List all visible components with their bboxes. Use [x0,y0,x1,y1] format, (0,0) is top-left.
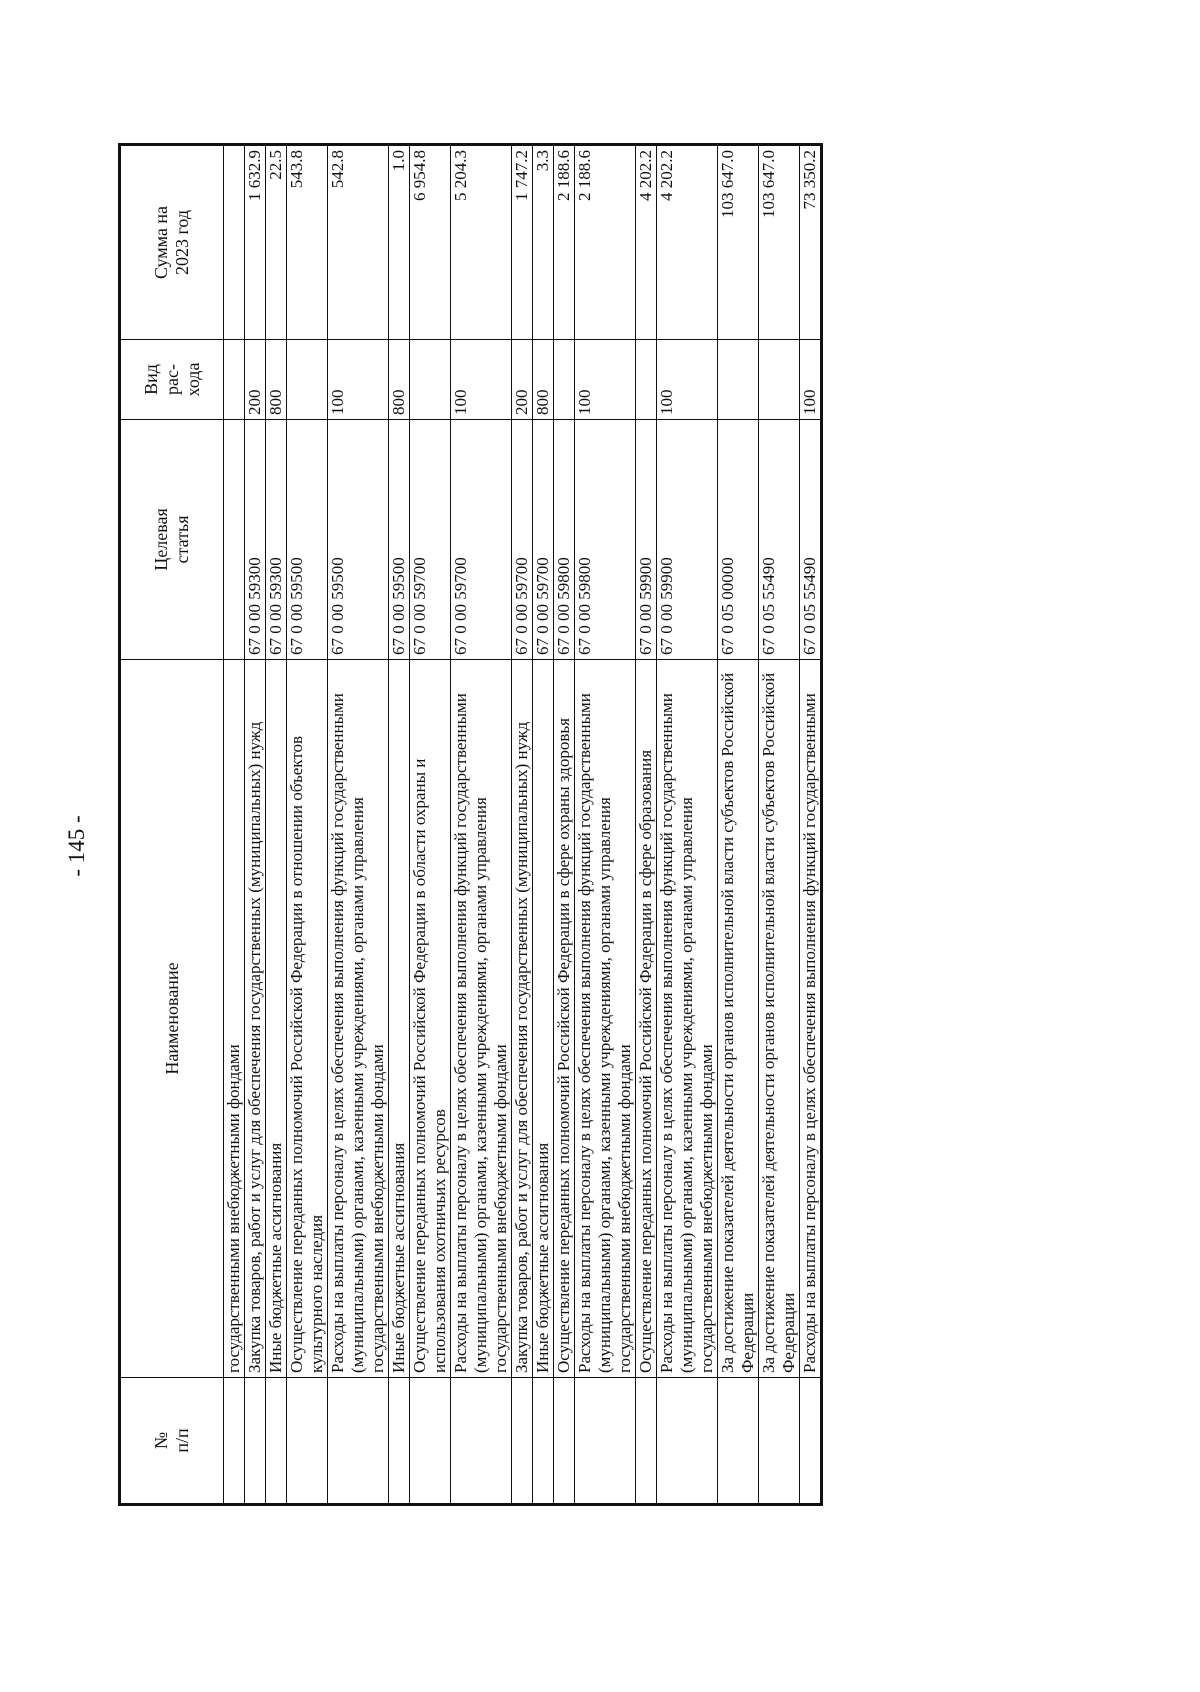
row-sum-2023: 1 747.2 [512,145,533,340]
table-row [800,145,822,1505]
table-row [512,145,533,1505]
row-target-code: 67 0 00 59500 [389,420,410,660]
table-row [245,145,266,1505]
row-sum-2023: 1.0 [389,145,410,340]
row-number [266,1378,287,1505]
row-name: Закупка товаров, работ и услуг для обеспечения государственных (муниципальных) нужд [512,660,533,1378]
row-expense-kind [759,340,800,420]
row-name: За достижение показателей деятельности органов исполнительной власти субъектов Российской Федерации [718,660,759,1378]
table-row [266,145,287,1505]
row-name: Иные бюджетные ассигнования [533,660,554,1378]
row-sum-2023: 543.8 [287,145,328,340]
row-expense-kind [410,340,451,420]
row-target-code: 67 0 00 59700 [512,420,533,660]
row-expense-kind [287,340,328,420]
row-name: Иные бюджетные ассигнования [389,660,410,1378]
row-target-code: 67 0 00 59700 [410,420,451,660]
table-row [410,145,451,1505]
table-row [328,145,389,1505]
table-row [575,145,636,1505]
row-number [657,1378,718,1505]
row-name: государственными внебюджетными фондами [224,660,245,1378]
row-number [800,1378,822,1505]
table-row [533,145,554,1505]
table-row [657,145,718,1505]
row-name: Закупка товаров, работ и услуг для обеспечения государственных (муниципальных) нужд [245,660,266,1378]
row-sum-2023: 4 202.2 [636,145,657,340]
row-number [533,1378,554,1505]
row-sum-2023: 542.8 [328,145,389,340]
row-target-code: 67 0 00 59700 [451,420,512,660]
row-sum-2023: 1 632.9 [245,145,266,340]
row-name: Осуществление переданных полномочий Российской Федерации в сфере образования [636,660,657,1378]
row-number [718,1378,759,1505]
row-target-code: 67 0 00 59700 [533,420,554,660]
table-body [224,145,822,1505]
row-number [389,1378,410,1505]
table-row [636,145,657,1505]
row-name: Осуществление переданных полномочий Российской Федерации в отношении объектов культурного наследия [287,660,328,1378]
row-expense-kind: 100 [575,340,636,420]
row-number [245,1378,266,1505]
row-target-code: 67 0 00 59800 [554,420,575,660]
row-number [554,1378,575,1505]
header-sum: Сумма на 2023 год [120,145,224,340]
row-sum-2023: 22.5 [266,145,287,340]
row-expense-kind [718,340,759,420]
row-sum-2023: 3.3 [533,145,554,340]
row-name: Иные бюджетные ассигнования [266,660,287,1378]
table-header-row [120,145,224,1505]
row-sum-2023: 2 188.6 [575,145,636,340]
header-kind: Вид рас- хода [120,340,224,420]
row-target-code: 67 0 00 59800 [575,420,636,660]
row-expense-kind: 100 [328,340,389,420]
row-expense-kind: 100 [800,340,822,420]
row-sum-2023: 2 188.6 [554,145,575,340]
header-code: Целевая статья [120,420,224,660]
row-sum-2023 [224,145,245,340]
row-target-code: 67 0 00 59900 [636,420,657,660]
row-number [410,1378,451,1505]
row-target-code: 67 0 00 59500 [328,420,389,660]
row-name: Расходы на выплаты персоналу в целях обеспечения выполнения функций государственными (муниципальными) органами, казенными учреждениями, органами управления государственными внебюджетными фондами [328,660,389,1378]
row-expense-kind: 800 [389,340,410,420]
row-name: За достижение показателей деятельности органов исполнительной власти субъектов Российской Федерации [759,660,800,1378]
row-target-code: 67 0 00 59300 [245,420,266,660]
row-number [636,1378,657,1505]
row-name: Расходы на выплаты персоналу в целях обеспечения выполнения функций государственными (муниципальными) органами, казенными учреждениями, органами управления государственными внебюджетными фондами [575,660,636,1378]
row-expense-kind: 200 [245,340,266,420]
row-target-code: 67 0 00 59500 [287,420,328,660]
row-sum-2023: 5 204.3 [451,145,512,340]
header-name: Наименование [120,660,224,1378]
page-number: - 145 - [64,815,89,877]
row-expense-kind [224,340,245,420]
budget-table [118,143,823,1506]
row-target-code: 67 0 00 59300 [266,420,287,660]
row-number [224,1378,245,1505]
row-sum-2023: 73 350.2 [800,145,822,340]
row-expense-kind: 100 [657,340,718,420]
row-target-code: 67 0 05 55490 [759,420,800,660]
row-target-code: 67 0 00 59900 [657,420,718,660]
row-name: Осуществление переданных полномочий Российской Федерации в сфере охраны здоровья [554,660,575,1378]
row-expense-kind: 800 [266,340,287,420]
row-expense-kind: 800 [533,340,554,420]
table-row [451,145,512,1505]
row-expense-kind: 200 [512,340,533,420]
row-sum-2023: 6 954.8 [410,145,451,340]
row-number [451,1378,512,1505]
table-row [554,145,575,1505]
row-number [287,1378,328,1505]
table-row [389,145,410,1505]
row-sum-2023: 103 647.0 [759,145,800,340]
row-expense-kind [636,340,657,420]
row-number [575,1378,636,1505]
row-name: Осуществление переданных полномочий Российской Федерации в области охраны и использования охотничьих ресурсов [410,660,451,1378]
row-number [512,1378,533,1505]
row-number [759,1378,800,1505]
row-name: Расходы на выплаты персоналу в целях обеспечения выполнения функций государственными (муниципальными) органами, казенными учреждениями, органами управления государственными внебюджетными фондами [451,660,512,1378]
table-row [287,145,328,1505]
row-expense-kind: 100 [451,340,512,420]
row-name: Расходы на выплаты персоналу в целях обеспечения выполнения функций государственными (муниципальными) органами, казенными учреждениями, органами управления государственными внебюджетными фондами [657,660,718,1378]
row-sum-2023: 4 202.2 [657,145,718,340]
row-target-code [224,420,245,660]
row-name: Расходы на выплаты персоналу в целях обеспечения выполнения функций государственными [800,660,822,1378]
row-target-code: 67 0 05 00000 [718,420,759,660]
header-num: № п/п [120,1378,224,1505]
row-target-code: 67 0 05 55490 [800,420,822,660]
table-row [224,145,245,1505]
row-number [328,1378,389,1505]
table-row [759,145,800,1505]
table-row [718,145,759,1505]
row-sum-2023: 103 647.0 [718,145,759,340]
row-expense-kind [554,340,575,420]
